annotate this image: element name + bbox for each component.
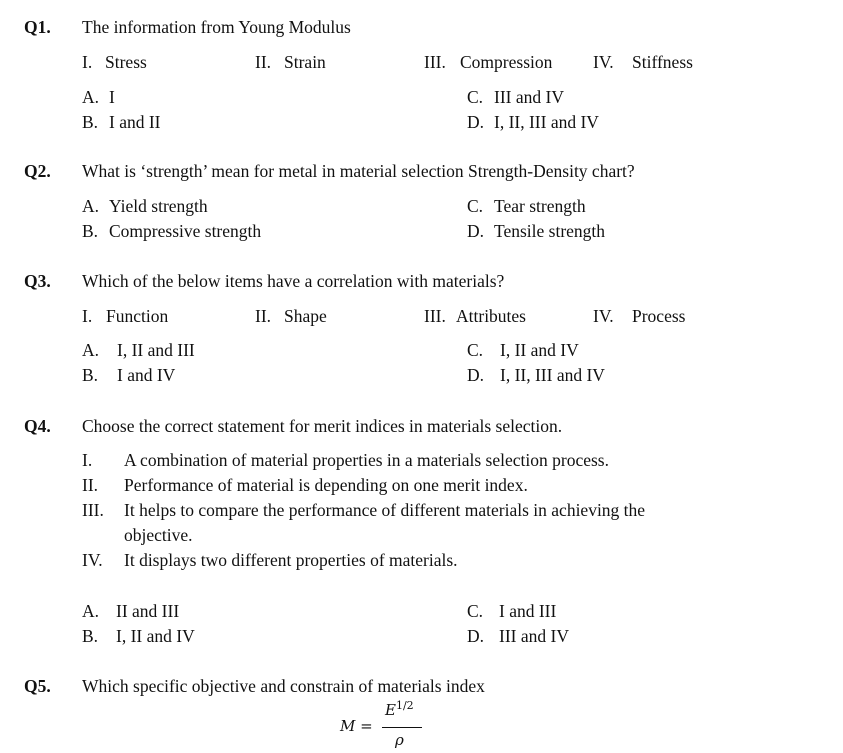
- q1-option-a: I: [109, 87, 115, 107]
- q2-option-d-letter: D.: [467, 221, 485, 241]
- q2-option-d: Tensile strength: [494, 221, 606, 241]
- q3-question: Which of the below items have a correlation with materials?: [82, 271, 505, 291]
- q3-item-1: Function: [106, 306, 169, 326]
- q3-item-2-num: II.: [255, 306, 272, 326]
- q3-option-a-letter: A.: [82, 340, 100, 360]
- q4-option-c: I and III: [499, 601, 557, 621]
- q1-item-1-num: I.: [82, 52, 93, 72]
- q1-item-3-num: III.: [424, 52, 446, 72]
- q1-item-4-num: IV.: [593, 52, 614, 72]
- q1-question: The information from Young Modulus: [82, 17, 351, 37]
- q1-option-a-letter: A.: [82, 87, 100, 107]
- q3-option-c: I, II and IV: [500, 340, 579, 360]
- q3-item-1-num: I.: [82, 306, 93, 326]
- q2-option-b: Compressive strength: [109, 221, 262, 241]
- q1-item-4: Stiffness: [632, 52, 693, 72]
- q3-item-4-num: IV.: [593, 306, 614, 326]
- q1-option-c-letter: C.: [467, 87, 484, 107]
- formula-denominator: ρ: [395, 731, 404, 749]
- q5-number: Q5.: [24, 676, 51, 696]
- q3-option-a: I, II and III: [117, 340, 195, 360]
- q2-number: Q2.: [24, 161, 51, 181]
- q1-item-2: Strain: [284, 52, 326, 72]
- q4-statement-1: A combination of material properties in a materials selection process.: [124, 450, 609, 470]
- fraction-bar: [382, 727, 422, 728]
- q3-option-b-letter: B.: [82, 365, 99, 385]
- q4-statement-2-num: II.: [82, 475, 99, 495]
- q3-item-4: Process: [632, 306, 686, 326]
- q1-number: Q1.: [24, 17, 51, 37]
- q3-item-3-num: III.: [424, 306, 446, 326]
- q4-option-a: II and III: [116, 601, 180, 621]
- q2-option-c-letter: C.: [467, 196, 484, 216]
- q1-option-d: I, II, III and IV: [494, 112, 599, 132]
- q1-option-d-letter: D.: [467, 112, 485, 132]
- q2-option-c: Tear strength: [494, 196, 586, 216]
- q1-item-3: Compression: [460, 52, 553, 72]
- q1-option-c: III and IV: [494, 87, 564, 107]
- q2-option-a: Yield strength: [109, 196, 208, 216]
- q3-number: Q3.: [24, 271, 51, 291]
- q4-statement-3-cont: objective.: [124, 525, 193, 545]
- q4-option-a-letter: A.: [82, 601, 100, 621]
- q4-statement-3-num: III.: [82, 500, 104, 520]
- q4-option-d-letter: D.: [467, 626, 485, 646]
- q4-option-c-letter: C.: [467, 601, 484, 621]
- q3-option-d-letter: D.: [467, 365, 485, 385]
- q4-statement-4-num: IV.: [82, 550, 103, 570]
- q4-number: Q4.: [24, 416, 51, 436]
- q4-question: Choose the correct statement for merit indices in materials selection.: [82, 416, 563, 436]
- formula-lhs: M =: [340, 717, 373, 735]
- q2-option-a-letter: A.: [82, 196, 100, 216]
- q4-statement-1-num: I.: [82, 450, 93, 470]
- q1-item-1: Stress: [105, 52, 147, 72]
- q2-question: What is ‘strength’ mean for metal in material selection Strength-Density chart?: [82, 161, 635, 181]
- q5-question: Which specific objective and constrain of materials index: [82, 676, 485, 696]
- q1-option-b-letter: B.: [82, 112, 99, 132]
- q3-item-3: Attributes: [456, 306, 526, 326]
- q4-statement-4: It displays two different properties of materials.: [124, 550, 458, 570]
- q4-option-d: III and IV: [499, 626, 569, 646]
- q4-option-b-letter: B.: [82, 626, 99, 646]
- q4-option-b: I, II and IV: [116, 626, 195, 646]
- q2-option-b-letter: B.: [82, 221, 99, 241]
- q3-item-2: Shape: [284, 306, 327, 326]
- q3-option-c-letter: C.: [467, 340, 484, 360]
- formula-numerator: $E^{1/2}$: [385, 699, 414, 719]
- q3-option-b: I and IV: [117, 365, 176, 385]
- formula-exponent: 1/2: [395, 699, 414, 712]
- q4-statement-2: Performance of material is depending on one merit index.: [124, 475, 528, 495]
- q3-option-d: I, II, III and IV: [500, 365, 605, 385]
- q4-statement-3: It helps to compare the performance of different materials in achieving the: [124, 500, 646, 520]
- q1-option-b: I and II: [109, 112, 161, 132]
- q1-item-2-num: II.: [255, 52, 272, 72]
